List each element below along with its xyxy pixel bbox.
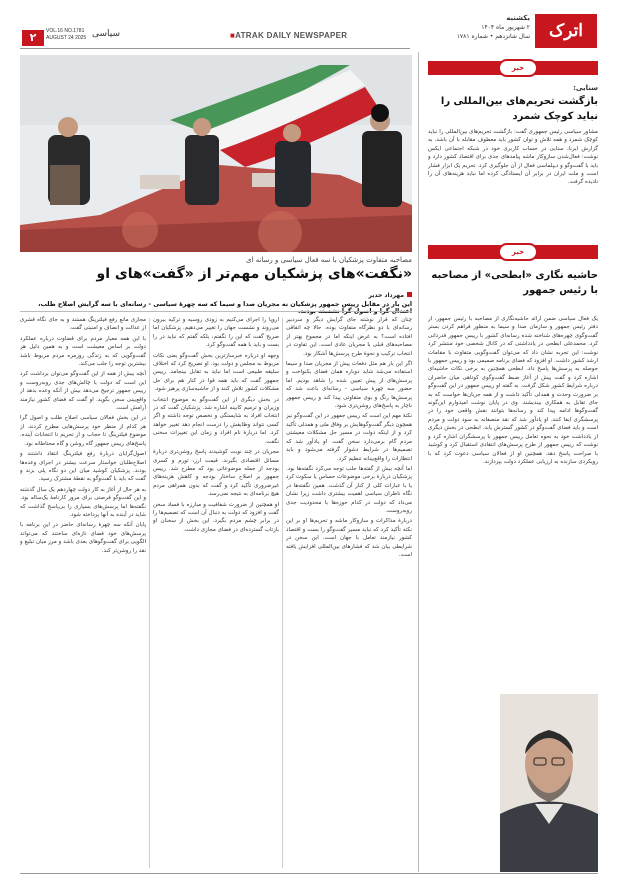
author-name: مهرداد خدیر <box>368 292 404 299</box>
story-kicker: سنایی: <box>573 84 598 92</box>
paper-name: ■ATRAK DAILY NEWSPAPER <box>230 31 348 40</box>
section-label: سیاسی <box>92 29 121 39</box>
issue-info: سال شانزدهم • شماره ۱۷۸۱ <box>456 33 530 40</box>
interview-photo-graphic <box>20 55 412 252</box>
footer-rule <box>20 873 598 874</box>
paragraph: اروپا را اجرای می‌کنیم به زودی روسیه و ترکیه بیرون می‌روند و نشست جهان را تغییر می‌دهیم. پزشکیان اما صریح گفت که این را نگفتم، بلکه گفتم که نباید در را بست و باید با همه گفت‌وگو کرد. <box>153 317 279 349</box>
interview-photo <box>20 55 412 252</box>
paragraph: اما آنچه بیش از گفته‌ها جلب توجه می‌کرد نگفته‌ها بود. پزشکیان دربارهٔ برخی موضوعات حساس یا سکوت کرد یا با عبارات کلی از کنار آن گذشت. همین نگفته‌ها در نگاه ناظران سیاسی اهمیت بیشتری داشت زیرا نشان می‌داد که دولت در کدام حوزه‌ها با محدودیت جدی روبه‌روست. <box>286 465 412 514</box>
news-ribbon <box>428 245 598 259</box>
paragraph: در بخش دیگری از این گفت‌وگو به موضوع انتخاب وزیران و ترمیم کابینه اشاره شد. پزشکیان گفت که در انتخاب افراد به شایستگی و تخصص توجه داشته و اگر کسی نتواند وظایفش را درست انجام دهد تغییر خواهد کرد. اما دربارهٔ نام افراد و زمان این تغییرات سخنی نگفت. <box>153 396 279 445</box>
news-badge: خبر <box>498 243 538 261</box>
portrait-photo <box>500 694 598 872</box>
persian-date: ۲ شهریور ماه ۱۴۰۴ <box>481 24 530 31</box>
story-title: بازگشت تحریم‌های بین‌المللی را نباید کوچک شمرد <box>440 96 598 122</box>
paragraph: اصول‌گرایان دربارهٔ رفع فیلترینگ انتقاد داشتند و اصلاح‌طلبان خواستار سرعت بیشتر در اجرای وعده‌ها بودند. پزشکیان کوشید میان این دو نگاه پلی بزند و گفت که باید با گفت‌وگو به نقطهٔ مشترک رسید. <box>20 451 146 483</box>
header-rule <box>20 48 410 49</box>
paper-name-text: ATRAK DAILY NEWSPAPER <box>235 31 348 40</box>
sidebar-divider <box>418 52 419 872</box>
date-block <box>420 14 530 41</box>
article-lead: این بار در مقابل رییس جمهور پزشکیان نه مجریان صدا و سیما که سه چهرهٔ سیاسی - رسانه‌ای با سه گرایش اصلاح طلب، <box>38 301 412 308</box>
paragraph: چنان که قرار نوشته جای گرایش دیگر و سردبیر رسانه‌ای با دو نظرگاه متفاوت بوده. حالا چه اتفاقی افتاده است؟ به غرض اینکه اما در مجموع بهتر از مصاحبه‌های قبلی با مجریان عادی است. این تفاوت در انتخاب ترکیب و نحوهٔ طرح پرسش‌ها آشکار بود. <box>286 317 412 357</box>
paragraph: او همچنین از ضرورت شفافیت و مبارزه با فساد سخن گفت و افزود که دولت به دنبال آن است که تصمیم‌ها را در برابر چشم مردم بگیرد. این بخش از سخنان او بازتاب گسترده‌ای در فضای مجازی داشت. <box>153 501 279 533</box>
article-column-1 <box>286 316 412 871</box>
article-headline <box>20 266 412 282</box>
story-body: یک فعال سیاسی ضمن ارائه حاشیه‌نگاری از مصاحبه با رئیس جمهور، از دفتر رئیس جمهور و سازمان صدا و سیما به منظور فراهم کردن بستر گفت‌وگوی چهره‌های شناخته شده رسانه‌ای کشور با رییس جمهور قدردانی کرد. محمدعلی ابطحی در یادداشتی که در کانال شخصی خود منتشر کرد نوشت: این تجربه نشان داد که می‌توان گفت‌وگویی متفاوت با مقامات ارشد کشور داشت. او افزود که فضای برنامه صمیمی بود و رییس جمهور با حوصله به پرسش‌ها پاسخ داد. ابطحی همچنین به برخی نکات حاشیه‌ای اشاره کرد و گفت پیش از آغاز ضبط گفت‌وگوی کوتاهی میان حاضران درباره شرایط کشور شکل گرفت. به گفته او رییس جمهور در این گفت‌وگو بر ضرورت وحدت و همدلی تأکید داشت و از همه جریان‌ها خواست که به جای تقابل به همکاری بیندیشند. وی در پایان نوشت امیدوارم این‌گونه گفت‌وگوها ادامه پیدا کند و رسانه‌ها بتوانند نقش واقعی خود را در پرسشگری ایفا کنند. او یادآور شد که نقد منصفانه به سود دولت و مردم است و باید فضای گفت‌وگو در کشور گسترش یابد. ابطحی در بخش دیگری از یادداشت خود به نحوه تعامل رییس جمهور با پرسشگران اشاره کرد و نوشت که رییس جمهور از طرح پرسش‌های انتقادی استقبال کرد و کوشید با صراحت پاسخ دهد. همچنین او از فعالان سیاسی دعوت کرد که با رویکردی سازنده به ارزیابی عملکرد دولت بپردازند. <box>428 316 598 465</box>
paragraph: در این بخش فعالان سیاسی اصلاح طلب و اصول گرا هر کدام از منظر خود پرسش‌هایی مطرح کردند. از موضوع فیلترینگ تا حجاب و از تحریم تا انتخابات آینده. پاسخ‌های رییس جمهور گاه روشن و گاه محتاطانه بود. <box>20 415 146 447</box>
volume-number: VOL.16 NO.1781 <box>46 28 85 34</box>
article-subtitle: مصاحبه متفاوت پزشکیان با سه فعال سیاسی و رسانه ای <box>246 256 412 264</box>
weekday: یکشنبه <box>506 14 530 22</box>
column-divider <box>149 318 150 868</box>
paragraph: مجازی مانع رفع فیلترینگ هستند و به جای نگاه قشری از عدالت و انصاف و امنیتی گفت. <box>20 317 146 332</box>
paragraph: به هر حال از آغاز به کار دولت چهاردهم یک سال گذشته و این گفت‌وگو فرصتی برای مرور کارنامهٔ یک‌ساله بود. نگفته‌ها اما پرسش‌های بسیاری را بی‌پاسخ گذاشت که شاید در آینده به آنها پرداخته شود. <box>20 486 146 518</box>
paragraph: دربارهٔ مذاکرات و سازوکار ماشه و تحریم‌ها او بر این نکته تأکید کرد که نباید مسیر گفت‌وگو را بست و اقتصاد کشور نیازمند تعامل با جهان است. این سخن در شرایطی بیان شد که فشارهای بین‌المللی افزایش یافته است. <box>286 518 412 558</box>
headline-text: «نگفت»‌های پزشکیان مهم‌تر از «گفت»‌های او <box>96 266 412 282</box>
paragraph: آنچه بیش از همه از این گفت‌وگو می‌توان برداشت کرد این است که دولت با چالش‌های جدی روبه‌روست و رییس جمهور ترجیح می‌دهد بیش از آنکه وعده بدهد از واقع‌بینی سخن بگوید. او گفت که فضای کشور نیازمند آرامش است. <box>20 371 146 412</box>
english-date: AUGUST 24 2025 <box>46 35 87 41</box>
page-number: ۲ <box>22 30 44 46</box>
paragraph: با این همه معیار مردم برای قضاوت درباره عملکرد دولت بر اساس معیشت است و به همین دلیل هر گفت‌وگویی که به زندگی روزمره مردم مربوط باشد بیشترین توجه را جلب می‌کند. <box>20 335 146 368</box>
article-byline <box>290 292 412 299</box>
paragraph: مجریان در چند نوبت کوشیدند پاسخ روشن‌تری دربارهٔ مسائل اقتصادی بگیرند. قیمت ارز، تورم و کسری بودجه از جمله موضوعاتی بود که مطرح شد. رییس جمهور بر اصلاح ساختار بودجه و کاهش هزینه‌های غیرضروری تأکید کرد و گفت که بدون همراهی مردم هیچ برنامه‌ای به نتیجه نمی‌رسد. <box>153 449 279 498</box>
news-badge: خبر <box>498 59 538 77</box>
paragraph: پایان آنکه سه چهرهٔ رسانه‌ای حاضر در این برنامه با پرسش‌های خود فضای تازه‌ای ساختند که می‌تواند الگویی برای گفت‌وگوهای بعدی باشد و مرز میان تبلیغ و نقد را روشن‌تر کند. <box>20 522 146 554</box>
article-column-3 <box>20 316 146 871</box>
news-ribbon <box>428 61 598 75</box>
paragraph: نکتهٔ مهم این است که رییس جمهور در این گفت‌وگو نیز همچون دیگر گفت‌وگوهایش بر وفاق ملی و همدلی تأکید کرد و از اینکه دولت در مسیر حل مشکلات معیشتی مردم گام برمی‌دارد سخن گفت. او یادآور شد که تصمیم‌ها در شرایط دشوار گرفته می‌شود و باید انتظارات را واقع‌بینانه تنظیم کرد. <box>286 413 412 462</box>
article-column-2 <box>153 316 279 871</box>
lead-rule <box>20 311 412 312</box>
column-divider <box>282 318 283 868</box>
volume-info <box>46 28 86 42</box>
byline-square-icon <box>407 292 412 297</box>
story-title: حاشیه نگاری «ابطحی» از مصاحبه با رئیس جمهور <box>431 270 598 296</box>
newspaper-logo: اترک <box>535 14 597 48</box>
portrait-graphic <box>500 694 598 872</box>
masthead <box>0 0 620 52</box>
paragraph: وجهه او درباره خبرسازترین بخش گفت‌وگو یعنی نکات مربوط به مجلس و دولت بود. او تصریح کرد که اختلاف سلیقه طبیعی است اما نباید به تقابل بینجامد. رییس جمهور گفت که باید همه قوا در کنار هم برای حل مشکلات کشور تلاش کنند و از حاشیه‌سازی پرهیز شود. <box>153 352 279 393</box>
story-body: مشاور سیاسی رئیس جمهوری گفت: بازگشت تحریم‌های بین‌المللی را نباید کوچک شمرد و همه تلاش و توان کشور باید معطوف مقابله با آن باشد. به گزارش ایرنا، سنایی در حساب کاربری خود در شبکه اجتماعی ایکس نوشت: فعال‌شدن سازوکار ماشه پیامدهای جدی برای اقتصاد کشور دارد و باید با گفت‌وگو و دیپلماسی فعال از آن جلوگیری کرد. تحریم یک ابزار فشار است و ملت ایران در برابر آن ایستادگی کرده اما نباید هزینه‌های آن را نادیده گرفت. <box>428 129 598 186</box>
paragraph: اگر این بار هم مثل دفعات پیش از مجریان صدا و سیما استفاده می‌شد شاید دوباره همان فضای یکنواخت و پرسش‌های از پیش تعیین شده را شاهد بودیم. اما حضور سه چهرهٔ سیاسی - رسانه‌ای باعث شد که پرسش‌ها رنگ و بوی متفاوتی پیدا کند و رییس جمهور ناچار به پاسخ‌های روشن‌تری شود. <box>286 361 412 410</box>
